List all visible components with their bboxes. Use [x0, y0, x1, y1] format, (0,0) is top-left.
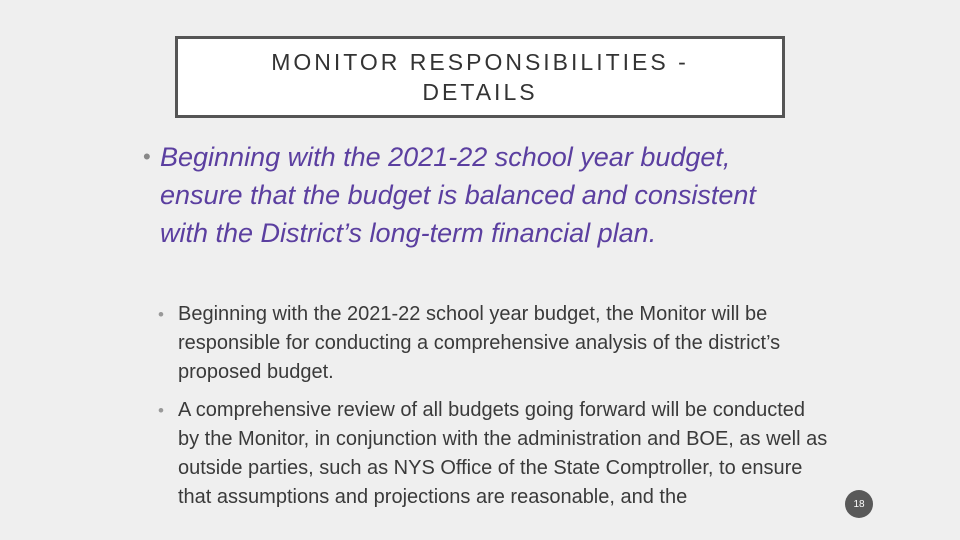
bullet-icon: •: [143, 144, 151, 169]
sub-bullet-1: [158, 300, 828, 387]
main-bullet: [143, 138, 793, 252]
page-number-badge: 18: [845, 490, 873, 518]
slide-title-line-1: MONITOR RESPONSIBILITIES -: [271, 49, 689, 75]
slide-title-line-2: DETAILS: [422, 79, 538, 105]
sub-bullet-list: [158, 300, 828, 521]
sub-bullet-1-text: Beginning with the 2021-22 school year budget, the Monitor will be responsible for conducting a comprehensive analysis of the district’s proposed budget.: [178, 303, 781, 383]
bullet-icon: •: [158, 401, 164, 420]
sub-bullet-2: [158, 396, 828, 512]
main-bullet-text: Beginning with the 2021-22 school year budget, ensure that the budget is balanced and consistent with the District’s long-term financial plan.: [160, 142, 756, 248]
bullet-icon: •: [158, 305, 164, 324]
sub-bullet-2-text: A comprehensive review of all budgets going forward will be conducted by the Monitor, in conjunction with the administration and BOE, as well as outside parties, such as NYS Office of the State Comptroller, to ensure that assumptions and projections are reasonable, and the: [178, 399, 828, 508]
slide-title-box: [175, 36, 785, 118]
